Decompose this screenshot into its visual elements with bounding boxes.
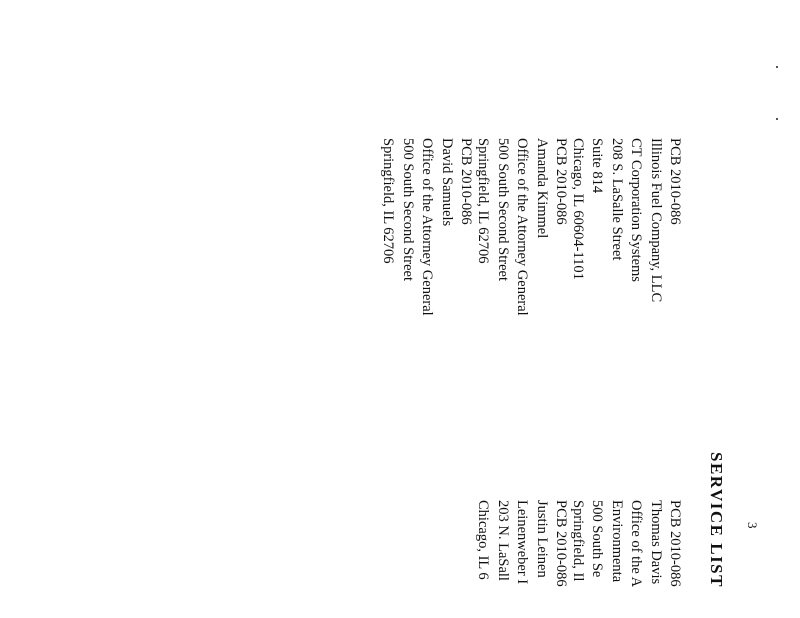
page-title: SERVICE LIST	[707, 452, 726, 588]
entry-line: 500 South Second Street	[399, 138, 416, 281]
entry-line: PCB 2010-086	[458, 138, 474, 225]
entry-line: Environmenta	[608, 500, 625, 583]
entry-line: 208 S. LaSalle Street	[608, 138, 625, 261]
entry-line: 500 South Se	[589, 500, 606, 578]
entry-line: Chicago, IL 6	[475, 500, 492, 580]
entry-line: Chicago, IL 60604-1101	[569, 138, 586, 280]
entry-line: David Samuels	[438, 138, 455, 227]
entry-line: Suite 814	[589, 138, 606, 194]
entry-line: Justin Leinen	[533, 500, 550, 578]
entry-line: PCB 2010-086	[553, 138, 569, 225]
entry-line: PCB 2010-086	[667, 500, 683, 587]
entry-line: CT Corporation Systems	[628, 138, 645, 282]
entry-line: Illinois Fuel Company, LLC	[647, 138, 664, 303]
service-entry-thomas-davis	[568, 500, 684, 587]
scan-speck	[776, 118, 778, 120]
entry-line: Springfield, IL 62706	[380, 138, 397, 264]
entry-line: Leinenweber I	[514, 500, 531, 585]
entry-line: 203 N. LaSall	[494, 500, 511, 581]
service-entry-david-samuels	[378, 138, 475, 316]
entry-line: Amanda Kimmel	[533, 138, 550, 239]
service-entry-amanda-kimmel	[473, 138, 570, 316]
entry-line: Springfield, IL 62706	[475, 138, 492, 264]
service-entry-illinois-fuel	[568, 138, 684, 302]
entry-line: Thomas Davis	[647, 500, 664, 585]
entry-line: Office of the Attorney General	[514, 138, 531, 316]
entry-line: PCB 2010-086	[553, 500, 569, 587]
service-entry-justin-leinen	[473, 500, 570, 587]
entry-line: PCB 2010-086	[667, 138, 683, 225]
entry-line: Office of the A	[628, 500, 645, 588]
entry-line: 500 South Second Street	[494, 138, 511, 281]
page-number: 3	[745, 522, 760, 529]
entry-line: Springfield, Il	[569, 500, 586, 582]
entry-line: Office of the Attorney General	[419, 138, 436, 316]
scan-speck	[776, 66, 778, 68]
